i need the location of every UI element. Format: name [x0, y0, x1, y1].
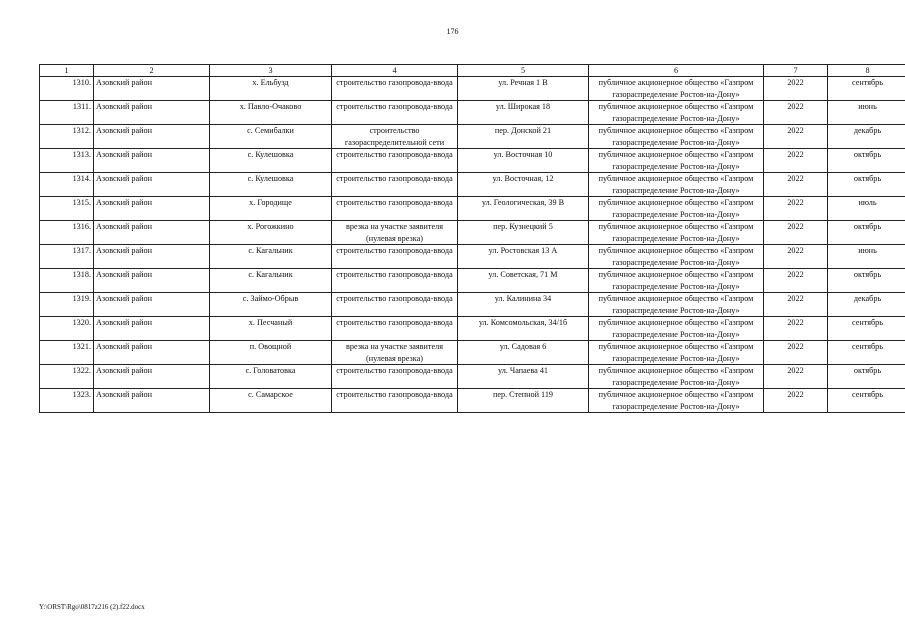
district-cell: Азовский район	[94, 77, 210, 101]
year-cell: 2022	[764, 245, 828, 269]
district-cell: Азовский район	[94, 101, 210, 125]
table-row	[40, 149, 905, 173]
work-type-cell: врезка на участке заявителя (нулевая врезка)	[332, 341, 458, 365]
settlement-cell: с. Кагальник	[210, 269, 332, 293]
address-cell: пер. Степной 119	[458, 389, 589, 413]
table-row	[40, 221, 905, 245]
district-cell: Азовский район	[94, 365, 210, 389]
organization-cell: публичное акционерное общество «Газпром газораспределение Ростов-на-Дону»	[589, 125, 764, 149]
work-type-cell: строительство газопровода-ввода	[332, 173, 458, 197]
organization-cell: публичное акционерное общество «Газпром газораспределение Ростов-на-Дону»	[589, 293, 764, 317]
month-cell: октябрь	[828, 221, 905, 245]
address-cell: пер. Кузнецкий 5	[458, 221, 589, 245]
row-number-cell: 1315.	[40, 197, 94, 221]
district-cell: Азовский район	[94, 341, 210, 365]
work-type-cell: строительство газопровода-ввода	[332, 293, 458, 317]
settlement-cell: х. Песчаный	[210, 317, 332, 341]
year-cell: 2022	[764, 341, 828, 365]
col-header-4: 4	[332, 65, 458, 77]
district-cell: Азовский район	[94, 125, 210, 149]
table-row	[40, 77, 905, 101]
organization-cell: публичное акционерное общество «Газпром газораспределение Ростов-на-Дону»	[589, 317, 764, 341]
year-cell: 2022	[764, 269, 828, 293]
col-header-8: 8	[828, 65, 905, 77]
address-cell: пер. Донской 21	[458, 125, 589, 149]
address-cell: ул. Восточная 10	[458, 149, 589, 173]
month-cell: декабрь	[828, 125, 905, 149]
col-header-6: 6	[589, 65, 764, 77]
work-type-cell: строительство газопровода-ввода	[332, 269, 458, 293]
settlement-cell: п. Овощной	[210, 341, 332, 365]
organization-cell: публичное акционерное общество «Газпром газораспределение Ростов-на-Дону»	[589, 269, 764, 293]
settlement-cell: с. Кагальник	[210, 245, 332, 269]
organization-cell: публичное акционерное общество «Газпром газораспределение Ростов-на-Дону»	[589, 173, 764, 197]
table-row	[40, 293, 905, 317]
year-cell: 2022	[764, 173, 828, 197]
month-cell: октябрь	[828, 365, 905, 389]
row-number-cell: 1322.	[40, 365, 94, 389]
address-cell: ул. Чапаева 41	[458, 365, 589, 389]
settlement-cell: х. Ельбузд	[210, 77, 332, 101]
month-cell: июнь	[828, 101, 905, 125]
work-type-cell: строительство газопровода-ввода	[332, 101, 458, 125]
year-cell: 2022	[764, 365, 828, 389]
address-cell: ул. Комсомольская, 34/1б	[458, 317, 589, 341]
work-type-cell: строительство газопровода-ввода	[332, 365, 458, 389]
month-cell: сентябрь	[828, 341, 905, 365]
col-header-5: 5	[458, 65, 589, 77]
year-cell: 2022	[764, 125, 828, 149]
file-path-footer: Y:\ORST\Rgo\0817z216 (2).f22.docx	[39, 603, 145, 611]
row-number-cell: 1316.	[40, 221, 94, 245]
table-row	[40, 125, 905, 149]
address-cell: ул. Советская, 71 М	[458, 269, 589, 293]
organization-cell: публичное акционерное общество «Газпром газораспределение Ростов-на-Дону»	[589, 149, 764, 173]
district-cell: Азовский район	[94, 173, 210, 197]
organization-cell: публичное акционерное общество «Газпром газораспределение Ростов-на-Дону»	[589, 245, 764, 269]
row-number-cell: 1318.	[40, 269, 94, 293]
table-row	[40, 245, 905, 269]
row-number-cell: 1319.	[40, 293, 94, 317]
month-cell: сентябрь	[828, 389, 905, 413]
organization-cell: публичное акционерное общество «Газпром газораспределение Ростов-на-Дону»	[589, 101, 764, 125]
month-cell: сентябрь	[828, 317, 905, 341]
table-row	[40, 365, 905, 389]
table-row	[40, 173, 905, 197]
settlement-cell: х. Рогожкино	[210, 221, 332, 245]
work-type-cell: строительство газопровода-ввода	[332, 197, 458, 221]
organization-cell: публичное акционерное общество «Газпром газораспределение Ростов-на-Дону»	[589, 77, 764, 101]
year-cell: 2022	[764, 221, 828, 245]
table-row	[40, 341, 905, 365]
row-number-cell: 1320.	[40, 317, 94, 341]
district-cell: Азовский район	[94, 149, 210, 173]
year-cell: 2022	[764, 389, 828, 413]
row-number-cell: 1321.	[40, 341, 94, 365]
settlement-cell: с. Займо-Обрыв	[210, 293, 332, 317]
settlement-cell: с. Семибалки	[210, 125, 332, 149]
table-row	[40, 269, 905, 293]
district-cell: Азовский район	[94, 317, 210, 341]
organization-cell: публичное акционерное общество «Газпром газораспределение Ростов-на-Дону»	[589, 389, 764, 413]
year-cell: 2022	[764, 77, 828, 101]
settlement-cell: с. Самарское	[210, 389, 332, 413]
work-type-cell: строительство газопровода-ввода	[332, 317, 458, 341]
settlement-cell: х. Павло-Очаково	[210, 101, 332, 125]
settlement-cell: с. Головатовка	[210, 365, 332, 389]
col-header-1: 1	[40, 65, 94, 77]
organization-cell: публичное акционерное общество «Газпром газораспределение Ростов-на-Дону»	[589, 197, 764, 221]
work-type-cell: строительство газопровода-ввода	[332, 149, 458, 173]
page-number: 176	[446, 27, 459, 36]
address-cell: ул. Геологическая, 39 В	[458, 197, 589, 221]
col-header-2: 2	[94, 65, 210, 77]
district-cell: Азовский район	[94, 389, 210, 413]
work-type-cell: строительство газопровода-ввода	[332, 77, 458, 101]
month-cell: октябрь	[828, 269, 905, 293]
row-number-cell: 1323.	[40, 389, 94, 413]
year-cell: 2022	[764, 317, 828, 341]
work-type-cell: врезка на участке заявителя (нулевая врезка)	[332, 221, 458, 245]
address-cell: ул. Широкая 18	[458, 101, 589, 125]
organization-cell: публичное акционерное общество «Газпром газораспределение Ростов-на-Дону»	[589, 221, 764, 245]
address-cell: ул. Ростовская 13 А	[458, 245, 589, 269]
settlement-cell: х. Городище	[210, 197, 332, 221]
month-cell: декабрь	[828, 293, 905, 317]
register-table	[39, 64, 905, 413]
organization-cell: публичное акционерное общество «Газпром газораспределение Ростов-на-Дону»	[589, 341, 764, 365]
table-row	[40, 197, 905, 221]
month-cell: октябрь	[828, 149, 905, 173]
year-cell: 2022	[764, 293, 828, 317]
work-type-cell: строительство газопровода-ввода	[332, 245, 458, 269]
work-type-cell: строительство газораспределительной сети	[332, 125, 458, 149]
col-header-3: 3	[210, 65, 332, 77]
table-row	[40, 317, 905, 341]
row-number-cell: 1310.	[40, 77, 94, 101]
district-cell: Азовский район	[94, 197, 210, 221]
row-number-cell: 1312.	[40, 125, 94, 149]
address-cell: ул. Калинина 34	[458, 293, 589, 317]
row-number-cell: 1311.	[40, 101, 94, 125]
address-cell: ул. Садовая 6	[458, 341, 589, 365]
table-row	[40, 389, 905, 413]
month-cell: июнь	[828, 245, 905, 269]
header-row	[40, 65, 905, 77]
table-row	[40, 101, 905, 125]
month-cell: сентябрь	[828, 77, 905, 101]
settlement-cell: с. Кулешовка	[210, 173, 332, 197]
district-cell: Азовский район	[94, 221, 210, 245]
year-cell: 2022	[764, 149, 828, 173]
district-cell: Азовский район	[94, 293, 210, 317]
row-number-cell: 1314.	[40, 173, 94, 197]
col-header-7: 7	[764, 65, 828, 77]
work-type-cell: строительство газопровода-ввода	[332, 389, 458, 413]
row-number-cell: 1313.	[40, 149, 94, 173]
settlement-cell: с. Кулешовка	[210, 149, 332, 173]
month-cell: июль	[828, 197, 905, 221]
month-cell: октябрь	[828, 173, 905, 197]
year-cell: 2022	[764, 101, 828, 125]
address-cell: ул. Речная 1 В	[458, 77, 589, 101]
address-cell: ул. Восточная, 12	[458, 173, 589, 197]
district-cell: Азовский район	[94, 269, 210, 293]
district-cell: Азовский район	[94, 245, 210, 269]
year-cell: 2022	[764, 197, 828, 221]
row-number-cell: 1317.	[40, 245, 94, 269]
organization-cell: публичное акционерное общество «Газпром газораспределение Ростов-на-Дону»	[589, 365, 764, 389]
